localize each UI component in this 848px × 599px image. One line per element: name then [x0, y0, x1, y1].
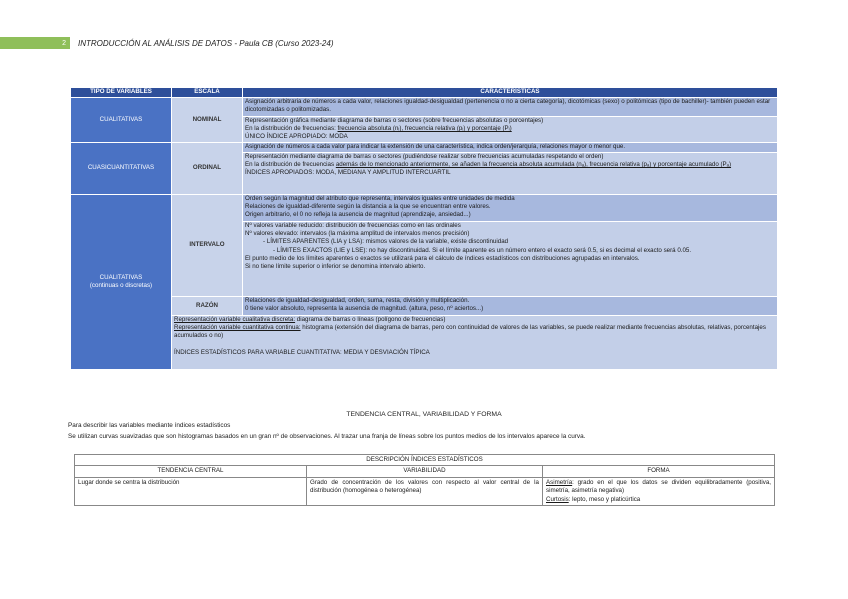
- rep-discreta-label: Representación variable cualitativa discreta:: [174, 316, 296, 323]
- nominal-freq-prefix: En la distribución de frecuencias:: [245, 125, 338, 133]
- intervalo-b5: El punto medio de los límites aparentes o exactos se utilizará para el cálculo de índices estadísticos con distribuciones agrupadas en intervalos.: [245, 254, 640, 262]
- razon-description: [243, 297, 778, 316]
- intervalo-description: [243, 195, 778, 222]
- type-cuantitativas-label: CUALITATIVAS: [99, 273, 143, 281]
- ordinal-rep-line: Representación mediante diagrama de barras o sectores (pudiéndose realizar sobre frecuencias acumuladas respetando el orden): [245, 153, 604, 160]
- page-number: 2: [0, 37, 70, 49]
- page-header: [0, 37, 333, 49]
- intervalo-a3: Origen arbitrario, el 0 no refleja la ausencia de magnitud (aprendizaje, ansiedad...): [245, 211, 471, 219]
- type-cuantitativas: [71, 195, 172, 370]
- cuantitativas-representation: [172, 316, 778, 370]
- intervalo-b4: - LÍMITES EXACTOS (LIE y LSE): no hay discontinuidad. Si el límite aparente es un número entero el exacto será 0.5, si es decimal el exacto será 0.05.: [273, 246, 692, 254]
- rep-continua-label: Representación variable cuantitativa continua:: [174, 324, 301, 332]
- type-cuantitativas-sub: (continuas o discretas): [89, 282, 153, 289]
- rep-continua-text: histograma (extensión del diagrama de barras, pero con continuidad de valores de las variables, se puede realizar mediante frecuencias absolutas, relativas, porcentajes acumulados o no): [174, 324, 766, 340]
- intervalo-b2: Nº valores elevado: intervalos (la máxima amplitud de intervalos menos precisión): [245, 230, 470, 238]
- scale-razon: RAZÓN: [172, 297, 243, 316]
- intervalo-frequencies: [243, 222, 778, 297]
- ordinal-freq-prefix: En la distribución de frecuencias: [245, 161, 336, 169]
- intervalo-b6: Si no tiene límite superior o inferior se denomina intervalo abierto.: [245, 263, 426, 271]
- nominal-index: ÚNICO ÍNDICE APROPIADO: MODA: [245, 133, 348, 141]
- razon-r1: Relaciones de igualdad-desigualdad, orden, suma, resta, división y multiplicación.: [245, 297, 470, 304]
- variables-table: [70, 87, 778, 370]
- col-header-type: TIPO DE VARIABLES: [71, 88, 172, 98]
- cell-tendencia: Lugar donde se centra la distribución: [75, 477, 307, 505]
- asimetria-label: Asimetría: [546, 478, 573, 486]
- cell-forma: [543, 477, 775, 505]
- rep-discreta-text: diagrama de barras o líneas (polígono de frecuencias): [295, 316, 446, 323]
- section-title: TENDENCIA CENTRAL, VARIABILIDAD Y FORMA: [346, 411, 502, 418]
- cell-variabilidad: Grado de concentración de los valores con respecto al valor central de la distribución (homogénea o heterogénea): [307, 477, 543, 505]
- cuantitativas-index: ÍNDICES ESTADÍSTICOS PARA VARIABLE CUANTITATIVA: MEDIA Y DESVIACIÓN TÍPICA: [174, 348, 430, 356]
- nominal-freq-list: frecuencia absoluta (nᵢ), frecuencia relativa (pᵢ) y porcentaje (Pᵢ): [337, 125, 512, 133]
- scale-ordinal: ORDINAL: [172, 143, 243, 195]
- intervalo-a2: Relaciones de igualdad-diferente según la distancia a la que se encuentran entre valores.: [245, 203, 491, 211]
- section-paragraph-2: Se utilizan curvas suavizadas que son histogramas basados en un gran nº de observaciones. Al trazar una franja de líneas sobre los puntos medios de los intervalos aparece la curva.: [68, 433, 586, 440]
- header-forma: FORMA: [543, 466, 775, 477]
- description-table-title: DESCRIPCIÓN ÍNDICES ESTADÍSTICOS: [75, 455, 775, 466]
- razon-r2: 0 tiene valor absoluto, representa la ausencia de magnitud. (altura, peso, nº aciertos...): [245, 305, 484, 313]
- intervalo-b1: Nº valores variable reducido: distribución de frecuencias como en las ordinales: [245, 222, 461, 229]
- nominal-representation: [243, 117, 778, 143]
- intervalo-b3: - LÍMITES APARENTES (LIA y LSA): mismos valores de la variable, existe discontinuidad: [263, 238, 509, 246]
- type-cuasicuantitativas: CUASICUANTITATIVAS: [71, 143, 172, 195]
- intervalo-a1: Orden según la magnitud del atributo que representa, intervalos iguales entre unidades de medida: [245, 195, 515, 202]
- description-table: [74, 454, 775, 506]
- type-cualitativas: CUALITATIVAS: [71, 98, 172, 143]
- nominal-rep-line: Representación gráfica mediante diagrama de barras o sectores (sobre frecuencias absolutas o porcentajes): [245, 117, 544, 124]
- col-header-scale: ESCALA: [172, 88, 243, 98]
- asimetria-text: : grado en el que los datos se dividen equilibradamente (positiva, simetría, asimetría negativa): [546, 478, 772, 495]
- header-variabilidad: VARIABILIDAD: [307, 466, 543, 477]
- col-header-characteristics: CARACTERÍSTICAS: [243, 88, 778, 98]
- scale-intervalo: INTERVALO: [172, 195, 243, 297]
- ordinal-freq-list: además de lo mencionado anteriormente, se añaden la frecuencia absoluta acumulada (nₐ), frecuencia relativa (pₐ) y porcentaje acumulado (Pₐ): [335, 161, 732, 169]
- ordinal-description: Asignación de números a cada valor para indicar la extensión de una característica, indica orden/jerarquía, relaciones mayor o menor que.: [243, 143, 778, 153]
- curtosis-label: Curtosis: [546, 495, 569, 503]
- scale-nominal: NOMINAL: [172, 98, 243, 143]
- section-paragraph-1: Para describir las variables mediante índices estadísticos: [68, 422, 231, 429]
- ordinal-representation: [243, 153, 778, 195]
- nominal-description: Asignación arbitraria de números a cada valor, relaciones igualdad-desigualdad (pertenencia o no a cierta categoría), dicotómicas (sexo) o politómicas (tipo de bachiller)- también pueden estar dicotomizadas o politomizadas.: [243, 98, 778, 117]
- curtosis-text: : lepto, meso y platicúrtica: [568, 495, 641, 503]
- page-header-title: INTRODUCCIÓN AL ANÁLISIS DE DATOS - Paula CB (Curso 2023-24): [78, 38, 334, 48]
- ordinal-index: ÍNDICES APROPIADOS: MODA, MEDIANA Y AMPLITUD INTERCUARTIL: [245, 169, 451, 177]
- header-tendencia: TENDENCIA CENTRAL: [75, 466, 307, 477]
